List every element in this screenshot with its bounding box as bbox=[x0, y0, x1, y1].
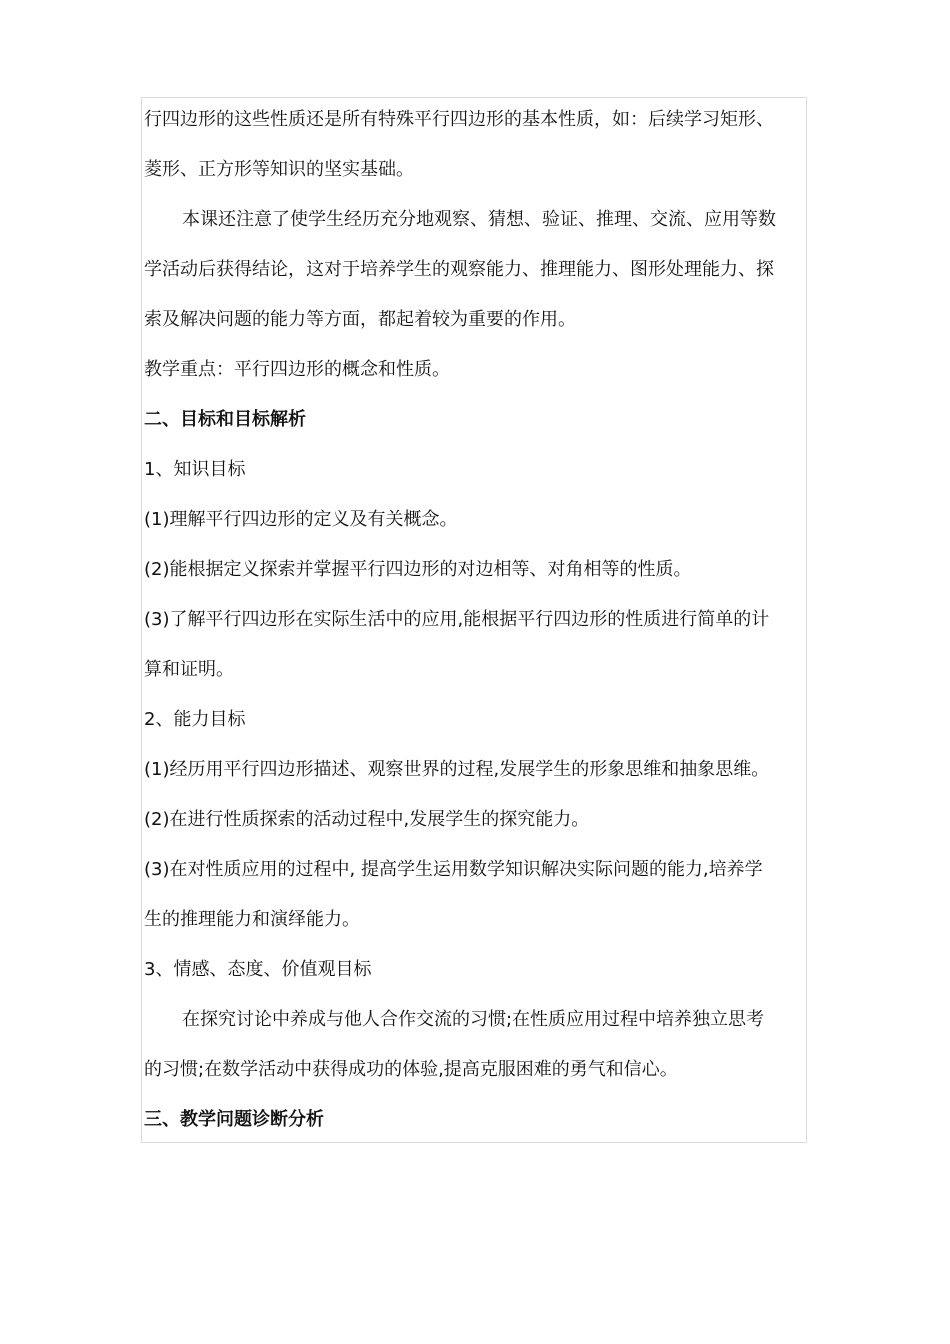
subheading-knowledge: 1、知识目标 bbox=[144, 459, 246, 480]
body-line: 的习惯;在数学活动中获得成功的体验,提高克服困难的勇气和信心。 bbox=[144, 1059, 678, 1080]
list-item: (3)了解平行四边形在实际生活中的应用,能根据平行四边形的性质进行简单的计 bbox=[144, 609, 770, 630]
list-item-continuation: 生的推理能力和演绎能力。 bbox=[144, 909, 360, 930]
list-item: (3)在对性质应用的过程中, 提高学生运用数学知识解决实际问题的能力,培养学 bbox=[144, 859, 763, 880]
body-line: 菱形、正方形等知识的坚实基础。 bbox=[144, 159, 414, 180]
list-item: (1)经历用平行四边形描述、观察世界的过程,发展学生的形象思维和抽象思维。 bbox=[144, 759, 770, 780]
paragraph-line: 在探究讨论中养成与他人合作交流的习惯;在性质应用过程中培养独立思考 bbox=[182, 1009, 765, 1030]
body-line: 索及解决问题的能力等方面，都起着较为重要的作用。 bbox=[144, 309, 576, 330]
section-heading-diagnosis: 三、教学问题诊断分析 bbox=[144, 1109, 324, 1130]
list-item: (2)在进行性质探索的活动过程中,发展学生的探究能力。 bbox=[144, 809, 590, 830]
subheading-emotion: 3、情感、态度、价值观目标 bbox=[144, 959, 372, 980]
document-body bbox=[144, 95, 824, 1145]
section-heading-objectives: 二、目标和目标解析 bbox=[144, 409, 306, 430]
subheading-ability: 2、能力目标 bbox=[144, 709, 246, 730]
body-line: 学活动后获得结论，这对于培养学生的观察能力、推理能力、图形处理能力、探 bbox=[144, 259, 774, 280]
list-item: (1)理解平行四边形的定义及有关概念。 bbox=[144, 509, 458, 530]
body-line: 行四边形的这些性质还是所有特殊平行四边形的基本性质，如：后续学习矩形、 bbox=[144, 109, 774, 130]
list-item-continuation: 算和证明。 bbox=[144, 659, 234, 680]
teaching-focus: 教学重点：平行四边形的概念和性质。 bbox=[144, 359, 450, 380]
list-item: (2)能根据定义探索并掌握平行四边形的对边相等、对角相等的性质。 bbox=[144, 559, 692, 580]
paragraph-line: 本课还注意了使学生经历充分地观察、猜想、验证、推理、交流、应用等数 bbox=[182, 209, 776, 230]
